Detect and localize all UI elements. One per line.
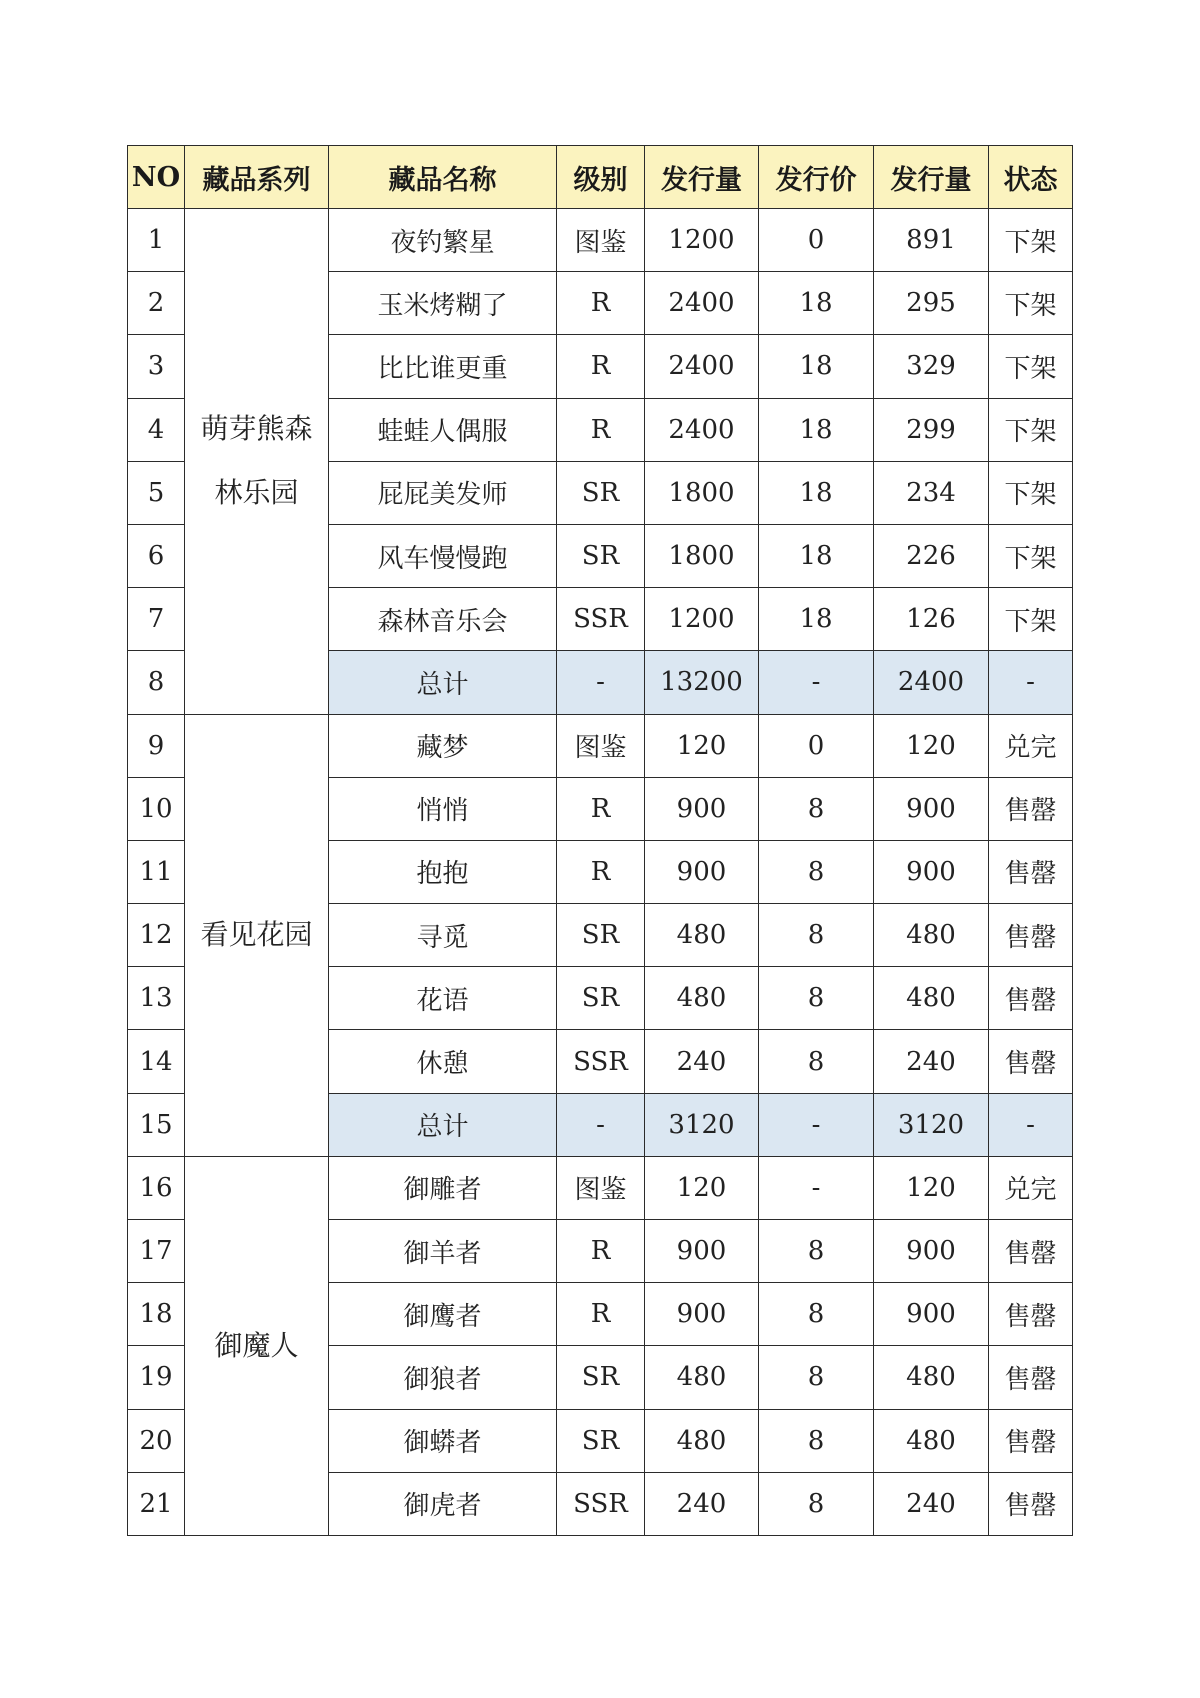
status: 下架: [989, 524, 1073, 587]
issue-quantity: 900: [645, 1220, 759, 1283]
issue-quantity: 1800: [645, 524, 759, 587]
item-level: SSR: [557, 588, 645, 651]
status: 下架: [989, 209, 1073, 272]
status: 兑完: [989, 714, 1073, 777]
header-status: 状态: [989, 146, 1073, 209]
item-name: 屁屁美发师: [329, 461, 557, 524]
issue-quantity: 480: [645, 1409, 759, 1472]
quantity: 900: [874, 1220, 989, 1283]
header-quantity: 发行量: [874, 146, 989, 209]
item-level: SR: [557, 524, 645, 587]
quantity: 480: [874, 1346, 989, 1409]
row-number: 13: [128, 967, 185, 1030]
item-name: 风车慢慢跑: [329, 524, 557, 587]
issue-price: 8: [759, 1472, 874, 1535]
issue-price: 8: [759, 840, 874, 903]
header-level: 级别: [557, 146, 645, 209]
item-level: 图鉴: [557, 1156, 645, 1219]
row-number: 7: [128, 588, 185, 651]
row-number: 10: [128, 777, 185, 840]
issue-price: 18: [759, 524, 874, 587]
issue-quantity: 1200: [645, 588, 759, 651]
item-name: 御鹰者: [329, 1283, 557, 1346]
item-name: 夜钓繁星: [329, 209, 557, 272]
issue-quantity: 2400: [645, 272, 759, 335]
item-level: 图鉴: [557, 209, 645, 272]
item-level: R: [557, 272, 645, 335]
row-number: 6: [128, 524, 185, 587]
item-name: 御羊者: [329, 1220, 557, 1283]
table-body: [128, 209, 1073, 1536]
issue-price: -: [759, 651, 874, 714]
issue-price: 8: [759, 777, 874, 840]
issue-price: 18: [759, 335, 874, 398]
item-name: 藏梦: [329, 714, 557, 777]
item-name: 休憩: [329, 1030, 557, 1093]
row-number: 16: [128, 1156, 185, 1219]
issue-quantity: 3120: [645, 1093, 759, 1156]
item-name: 御虎者: [329, 1472, 557, 1535]
issue-quantity: 900: [645, 840, 759, 903]
header-name: 藏品名称: [329, 146, 557, 209]
row-number: 12: [128, 904, 185, 967]
quantity: 891: [874, 209, 989, 272]
issue-quantity: 1800: [645, 461, 759, 524]
issue-price: 8: [759, 1220, 874, 1283]
issue-price: 18: [759, 461, 874, 524]
status: 下架: [989, 461, 1073, 524]
series-label-line: 看见花园: [200, 918, 313, 952]
issue-price: 8: [759, 904, 874, 967]
quantity: 480: [874, 1409, 989, 1472]
issue-price: 18: [759, 398, 874, 461]
status: 售罄: [989, 1409, 1073, 1472]
issue-quantity: 240: [645, 1472, 759, 1535]
row-number: 1: [128, 209, 185, 272]
quantity: 126: [874, 588, 989, 651]
row-number: 21: [128, 1472, 185, 1535]
status: 下架: [989, 272, 1073, 335]
item-level: R: [557, 840, 645, 903]
status: -: [989, 651, 1073, 714]
status: 售罄: [989, 1472, 1073, 1535]
item-name: 总计: [329, 1093, 557, 1156]
table-row: [128, 209, 1073, 272]
quantity: 480: [874, 967, 989, 1030]
issue-quantity: 1200: [645, 209, 759, 272]
row-number: 19: [128, 1346, 185, 1409]
item-level: R: [557, 1220, 645, 1283]
quantity: 900: [874, 1283, 989, 1346]
item-level: SSR: [557, 1030, 645, 1093]
status: 售罄: [989, 1346, 1073, 1409]
quantity: 329: [874, 335, 989, 398]
quantity: 2400: [874, 651, 989, 714]
issue-price: 8: [759, 1030, 874, 1093]
item-level: SR: [557, 904, 645, 967]
series-cell: [185, 714, 329, 1156]
item-name: 御蟒者: [329, 1409, 557, 1472]
quantity: 120: [874, 714, 989, 777]
issue-price: -: [759, 1156, 874, 1219]
row-number: 14: [128, 1030, 185, 1093]
header-issue-price: 发行价: [759, 146, 874, 209]
status: 售罄: [989, 904, 1073, 967]
item-level: SSR: [557, 1472, 645, 1535]
issue-quantity: 2400: [645, 398, 759, 461]
quantity: 120: [874, 1156, 989, 1219]
item-level: SR: [557, 967, 645, 1030]
row-number: 9: [128, 714, 185, 777]
issue-quantity: 13200: [645, 651, 759, 714]
status: 售罄: [989, 840, 1073, 903]
item-level: SR: [557, 1346, 645, 1409]
issue-price: 8: [759, 1346, 874, 1409]
status: 售罄: [989, 777, 1073, 840]
item-name: 抱抱: [329, 840, 557, 903]
issue-quantity: 120: [645, 1156, 759, 1219]
status: 下架: [989, 398, 1073, 461]
status: 兑完: [989, 1156, 1073, 1219]
issue-quantity: 240: [645, 1030, 759, 1093]
quantity: 226: [874, 524, 989, 587]
status: 售罄: [989, 967, 1073, 1030]
quantity: 3120: [874, 1093, 989, 1156]
issue-quantity: 480: [645, 904, 759, 967]
header-row: [128, 146, 1073, 209]
issue-price: 0: [759, 209, 874, 272]
quantity: 234: [874, 461, 989, 524]
issue-quantity: 2400: [645, 335, 759, 398]
item-name: 花语: [329, 967, 557, 1030]
header-no: NO: [128, 146, 185, 209]
item-level: -: [557, 1093, 645, 1156]
item-name: 森林音乐会: [329, 588, 557, 651]
issue-quantity: 900: [645, 1283, 759, 1346]
row-number: 8: [128, 651, 185, 714]
item-level: R: [557, 777, 645, 840]
quantity: 240: [874, 1030, 989, 1093]
status: 下架: [989, 335, 1073, 398]
row-number: 4: [128, 398, 185, 461]
series-cell: [185, 1156, 329, 1535]
item-name: 御雕者: [329, 1156, 557, 1219]
issue-price: 8: [759, 967, 874, 1030]
issue-quantity: 120: [645, 714, 759, 777]
series-label-line: 萌芽熊森: [200, 412, 313, 446]
row-number: 5: [128, 461, 185, 524]
series-label-line: 御魔人: [214, 1328, 299, 1362]
issue-quantity: 480: [645, 967, 759, 1030]
item-level: 图鉴: [557, 714, 645, 777]
row-number: 11: [128, 840, 185, 903]
collectibles-table: [127, 145, 1073, 1536]
issue-price: 18: [759, 272, 874, 335]
item-level: R: [557, 335, 645, 398]
issue-quantity: 900: [645, 777, 759, 840]
header-issue-quantity: 发行量: [645, 146, 759, 209]
quantity: 295: [874, 272, 989, 335]
item-level: SR: [557, 1409, 645, 1472]
issue-price: 8: [759, 1409, 874, 1472]
status: 下架: [989, 588, 1073, 651]
issue-quantity: 480: [645, 1346, 759, 1409]
status: 售罄: [989, 1220, 1073, 1283]
quantity: 299: [874, 398, 989, 461]
row-number: 15: [128, 1093, 185, 1156]
item-name: 总计: [329, 651, 557, 714]
row-number: 17: [128, 1220, 185, 1283]
issue-price: 8: [759, 1283, 874, 1346]
item-level: SR: [557, 461, 645, 524]
quantity: 480: [874, 904, 989, 967]
item-name: 寻觅: [329, 904, 557, 967]
issue-price: -: [759, 1093, 874, 1156]
item-level: R: [557, 398, 645, 461]
row-number: 20: [128, 1409, 185, 1472]
quantity: 900: [874, 777, 989, 840]
row-number: 3: [128, 335, 185, 398]
status: -: [989, 1093, 1073, 1156]
item-level: -: [557, 651, 645, 714]
status: 售罄: [989, 1030, 1073, 1093]
table-row: [128, 714, 1073, 777]
item-name: 玉米烤糊了: [329, 272, 557, 335]
item-name: 比比谁更重: [329, 335, 557, 398]
item-name: 悄悄: [329, 777, 557, 840]
header-series: 藏品系列: [185, 146, 329, 209]
quantity: 900: [874, 840, 989, 903]
quantity: 240: [874, 1472, 989, 1535]
item-name: 御狼者: [329, 1346, 557, 1409]
status: 售罄: [989, 1283, 1073, 1346]
table-row: [128, 1156, 1073, 1219]
row-number: 18: [128, 1283, 185, 1346]
item-level: R: [557, 1283, 645, 1346]
series-cell: [185, 209, 329, 715]
row-number: 2: [128, 272, 185, 335]
issue-price: 18: [759, 588, 874, 651]
issue-price: 0: [759, 714, 874, 777]
item-name: 蛙蛙人偶服: [329, 398, 557, 461]
series-label-line: 林乐园: [214, 476, 299, 510]
